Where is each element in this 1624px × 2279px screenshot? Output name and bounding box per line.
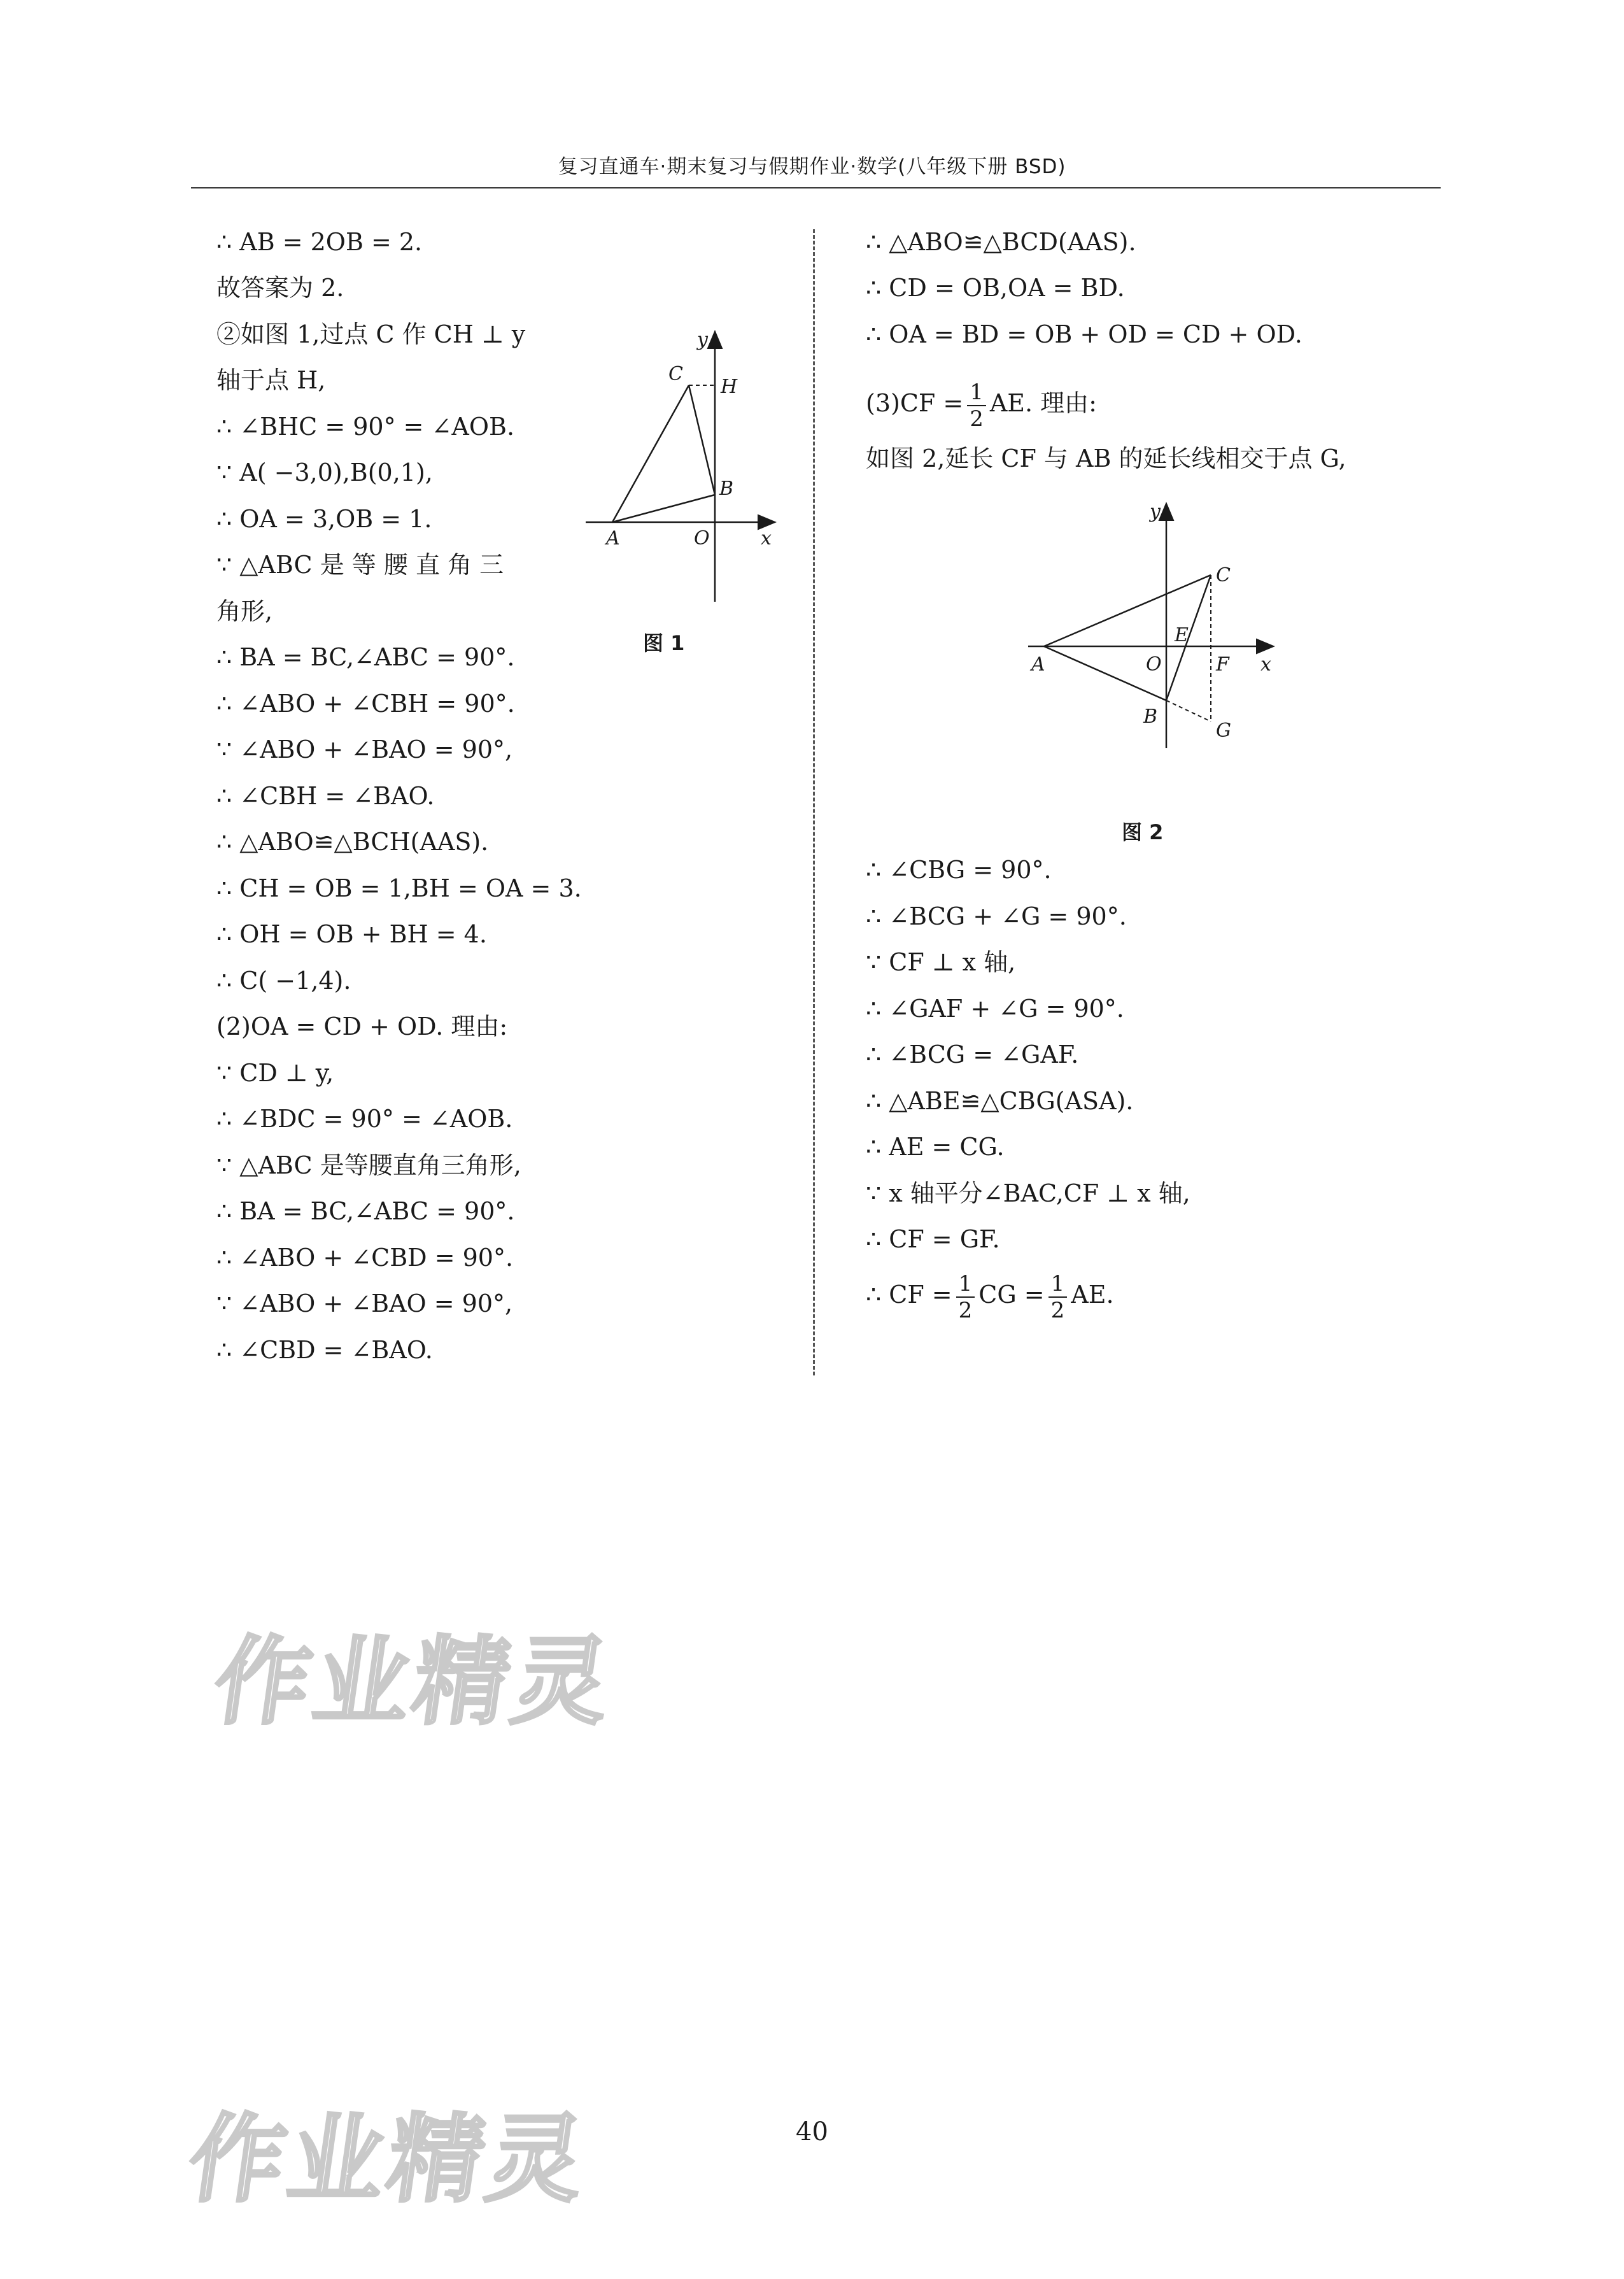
left-line-8: ∵ △ABC 是 等 腰 直 角 三: [216, 551, 504, 579]
figure-2-caption: 图 2: [1122, 820, 1164, 844]
left-line-13: ∴ ∠CBH = ∠BAO.: [216, 782, 435, 810]
right-lower-line-9: ∴ CF = GF.: [866, 1225, 1000, 1253]
right-line-1: ∴ △ABO≌△BCD(AAS).: [866, 228, 1136, 256]
left-line-9: 角形,: [216, 597, 273, 625]
left-line-10: ∴ BA = BC,∠ABC = 90°.: [216, 643, 515, 671]
left-line-5: ∴ ∠BHC = 90° = ∠AOB.: [216, 413, 515, 441]
right-line-2: ∴ CD = OB,OA = BD.: [866, 274, 1125, 302]
fraction-denominator: 2: [1050, 1297, 1065, 1323]
fraction-numerator: 1: [967, 381, 986, 406]
figure-1-caption: 图 1: [643, 631, 685, 655]
fig1-side-ab: [612, 495, 715, 522]
fraction-one-half: [967, 381, 986, 430]
left-line-7: ∴ OA = 3,OB = 1.: [216, 505, 432, 533]
part3-suffix: AE. 理由:: [989, 389, 1097, 417]
final-prefix: ∴ CF =: [866, 1281, 952, 1309]
left-line-3: ②如图 1,过点 C 作 CH ⊥ y: [216, 320, 526, 348]
left-line-4: 轴于点 H,: [216, 366, 326, 394]
left-line-15: ∴ CH = OB = 1,BH = OA = 3.: [216, 874, 582, 902]
fig2-label-o: O: [1146, 653, 1162, 676]
fig1-label-y: y: [697, 329, 708, 351]
fig2-label-g: G: [1216, 720, 1231, 742]
part3-prefix: (3)CF =: [866, 389, 964, 417]
fig2-label-c: C: [1216, 564, 1231, 586]
left-line-12: ∵ ∠ABO + ∠BAO = 90°,: [216, 735, 513, 763]
fig1-label-c: C: [668, 363, 683, 385]
left-line-20: ∴ ∠BDC = 90° = ∠AOB.: [216, 1105, 513, 1133]
fraction-numerator: 1: [1049, 1273, 1068, 1298]
fig2-label-x: x: [1260, 653, 1271, 676]
fig2-label-f: F: [1216, 653, 1229, 676]
left-line-25: ∴ ∠CBD = ∠BAO.: [216, 1336, 433, 1364]
header-rule: [191, 187, 1441, 188]
fig2-side-bc: [1166, 575, 1211, 700]
fig1-label-b: B: [719, 478, 734, 500]
right-part3-line: [866, 374, 1097, 432]
left-line-22: ∴ BA = BC,∠ABC = 90°.: [216, 1197, 515, 1225]
right-lower-line-3: ∵ CF ⊥ x 轴,: [866, 948, 1016, 976]
fig2-label-e: E: [1175, 624, 1189, 646]
fig2-segment-bg: [1166, 700, 1211, 721]
right-line-3: ∴ OA = BD = OB + OD = CD + OD.: [866, 320, 1303, 348]
fraction-numerator: 1: [956, 1273, 975, 1298]
fig2-label-y: y: [1150, 501, 1161, 523]
right-lower-line-5: ∴ ∠BCG = ∠GAF.: [866, 1040, 1079, 1069]
left-line-2: 故答案为 2.: [216, 274, 344, 302]
page-number: 40: [796, 2117, 828, 2147]
left-line-23: ∴ ∠ABO + ∠CBD = 90°.: [216, 1244, 514, 1272]
left-line-17: ∴ C( −1,4).: [216, 967, 351, 995]
right-final-line: [866, 1266, 1114, 1323]
right-lower-line-1: ∴ ∠CBG = 90°.: [866, 856, 1052, 884]
left-line-6: ∵ A( −3,0),B(0,1),: [216, 458, 433, 486]
right-lower-line-8: ∵ x 轴平分∠BAC,CF ⊥ x 轴,: [866, 1179, 1190, 1207]
left-line-14: ∴ △ABO≌△BCH(AAS).: [216, 828, 489, 856]
column-divider: [813, 229, 815, 1375]
fig1-label-h: H: [721, 376, 738, 398]
right-lower-line-7: ∴ AE = CG.: [866, 1133, 1005, 1161]
fraction-one-half-b: [1049, 1270, 1068, 1323]
fraction-one-half-a: [956, 1270, 975, 1323]
left-line-11: ∴ ∠ABO + ∠CBH = 90°.: [216, 690, 515, 718]
fig1-side-bc: [689, 385, 715, 495]
left-line-1: ∴ AB = 2OB = 2.: [216, 228, 423, 256]
figure-1-diagram: [573, 322, 789, 614]
fig1-label-a: A: [606, 527, 620, 550]
right-extend-line: 如图 2,延长 CF 与 AB 的延长线相交于点 G,: [866, 444, 1346, 472]
left-line-16: ∴ OH = OB + BH = 4.: [216, 920, 487, 948]
watermark-logo-lower: 作业精灵: [181, 2105, 595, 2215]
fraction-denominator: 2: [958, 1297, 973, 1323]
right-lower-line-4: ∴ ∠GAF + ∠G = 90°.: [866, 995, 1124, 1023]
figure-2-diagram: [1019, 493, 1286, 761]
final-suffix: AE.: [1071, 1281, 1114, 1309]
left-line-24: ∵ ∠ABO + ∠BAO = 90°,: [216, 1289, 513, 1317]
left-line-21: ∵ △ABC 是等腰直角三角形,: [216, 1151, 521, 1179]
left-line-18: (2)OA = CD + OD. 理由:: [216, 1012, 508, 1040]
right-lower-line-6: ∴ △ABE≌△CBG(ASA).: [866, 1087, 1134, 1115]
fig1-label-x: x: [761, 527, 772, 550]
running-header: 复习直通车·期末复习与假期作业·数学(八年级下册 BSD): [558, 155, 1066, 178]
right-lower-line-2: ∴ ∠BCG + ∠G = 90°.: [866, 902, 1127, 930]
fig1-label-o: O: [694, 527, 710, 550]
fig1-side-ca: [612, 385, 689, 522]
watermark-logo-upper: 作业精灵: [207, 1627, 621, 1738]
fraction-denominator: 2: [970, 406, 984, 432]
fig2-label-a: A: [1031, 653, 1045, 676]
fig2-label-b: B: [1143, 706, 1158, 728]
left-line-19: ∵ CD ⊥ y,: [216, 1059, 334, 1087]
final-mid: CG =: [978, 1281, 1045, 1309]
